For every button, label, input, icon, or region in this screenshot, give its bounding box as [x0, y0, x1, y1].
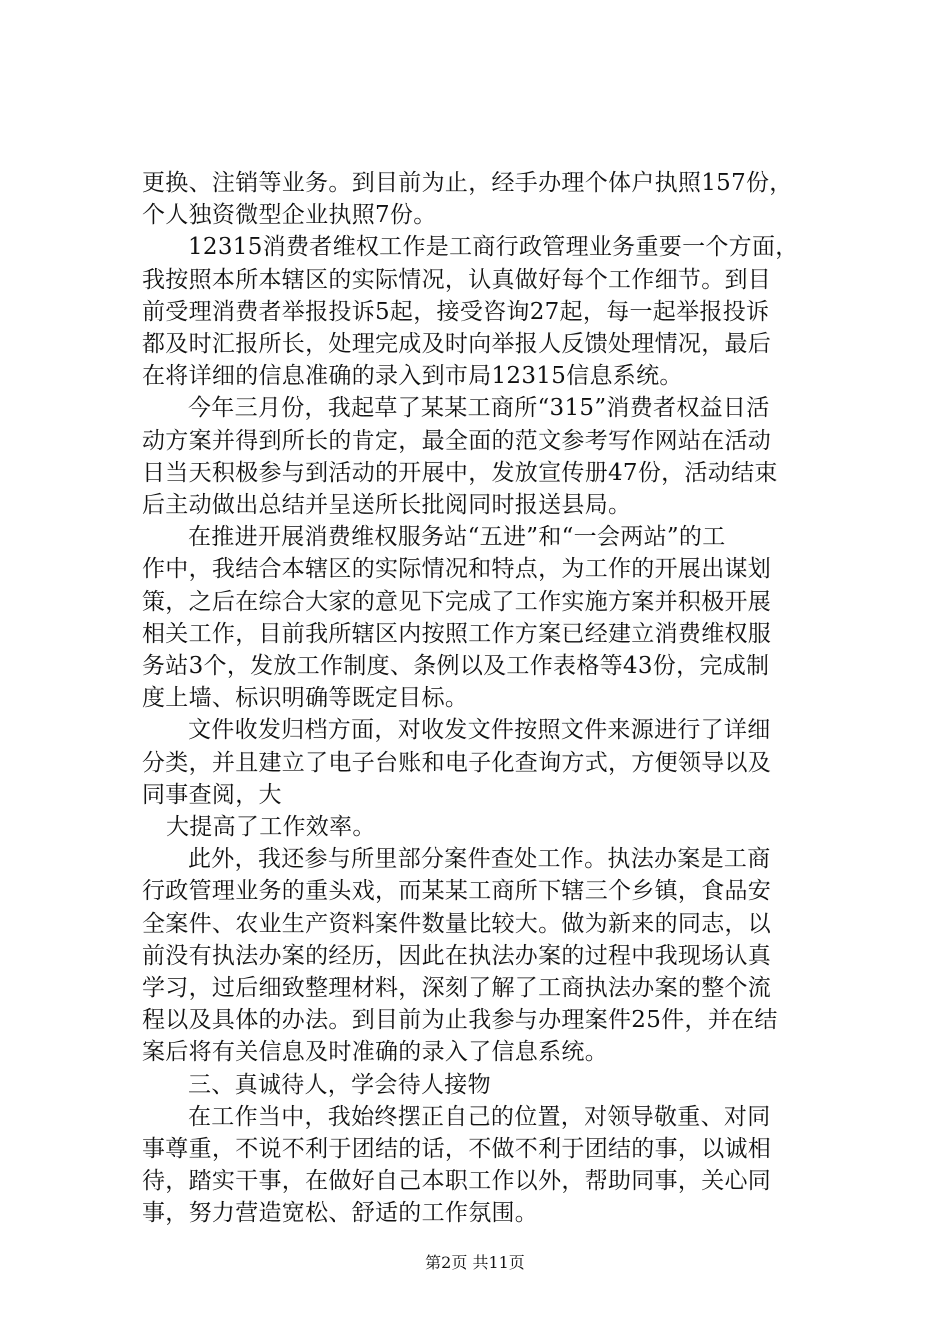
section-heading: 三、真诚待人，学会待人接物 [188, 1071, 491, 1098]
text-line: 动方案并得到所长的肯定，最全面的范文参考写作网站在活动 [142, 427, 772, 454]
text-line: 行政管理业务的重头戏，而某某工商所下辖三个乡镇，食品安 [142, 878, 772, 905]
text-line: 个人独资微型企业执照7份。 [142, 202, 437, 229]
text-line: 学习，过后细致整理材料，深刻了解了工商执法办案的整个流 [142, 975, 772, 1001]
text-line: 后主动做出总结并呈送所长批阅同时报送县局。 [142, 492, 632, 518]
text-line: 都及时汇报所长，处理完成及时向举报人反馈处理情况，最后 [142, 331, 772, 357]
text-line: 在工作当中，我始终摆正自己的位置，对领导敬重、对同 [188, 1103, 771, 1130]
text-line: 全案件、农业生产资料案件数量比较大。做为新来的同志，以 [142, 910, 772, 937]
text-line: 日当天积极参与到活动的开展中，发放宣传册47份，活动结束 [142, 459, 778, 486]
text-line: 分类，并且建立了电子台账和电子化查询方式，方便领导以及 [142, 749, 772, 776]
text-line: 在推进开展消费维权服务站“五进”和“一会两站”的工 [188, 524, 726, 551]
text-line: 在将详细的信息准确的录入到市局12315信息系统。 [142, 363, 683, 390]
text-line: 文件收发归档方面，对收发文件按照文件来源进行了详细 [188, 717, 771, 744]
text-line: 事，努力营造宽松、舒适的工作氛围。 [142, 1200, 539, 1227]
text-line: 12315消费者维权工作是工商行政管理业务重要一个方面， [188, 234, 799, 261]
text-line: 同事查阅，大 [142, 781, 282, 808]
text-line: 大提高了工作效率。 [166, 814, 376, 840]
text-line: 相关工作，目前我所辖区内按照工作方案已经建立消费维权服 [142, 620, 772, 647]
text-line: 度上墙、标识明确等既定目标。 [142, 685, 469, 712]
text-line: 案后将有关信息及时准确的录入了信息系统。 [142, 1039, 608, 1066]
page-number-footer: 第2页 共11页 [425, 1253, 525, 1272]
text-line: 程以及具体的办法。到目前为止我参与办理案件25件，并在结 [142, 1007, 778, 1034]
text-line: 务站3个，发放工作制度、条例以及工作表格等43份，完成制 [142, 653, 770, 679]
text-line: 作中，我结合本辖区的实际情况和特点，为工作的开展出谋划 [142, 556, 772, 583]
text-line: 此外，我还参与所里部分案件查处工作。执法办案是工商 [188, 846, 771, 873]
text-line: 待，踏实干事，在做好自己本职工作以外，帮助同事，关心同 [142, 1168, 772, 1195]
text-line: 事尊重，不说不利于团结的话，不做不利于团结的事，以诚相 [142, 1136, 772, 1162]
text-line: 更换、注销等业务。到目前为止，经手办理个体户执照157份， [142, 170, 793, 196]
text-line: 前受理消费者举报投诉5起，接受咨询27起，每一起举报投诉 [142, 298, 770, 325]
text-line: 今年三月份，我起草了某某工商所“315”消费者权益日活 [188, 395, 770, 422]
text-line: 策，之后在综合大家的意见下完成了工作实施方案并积极开展 [142, 588, 772, 615]
text-line: 我按照本所本辖区的实际情况，认真做好每个工作细节。到目 [142, 266, 772, 293]
text-line: 前没有执法办案的经历，因此在执法办案的过程中我现场认真 [142, 942, 772, 969]
